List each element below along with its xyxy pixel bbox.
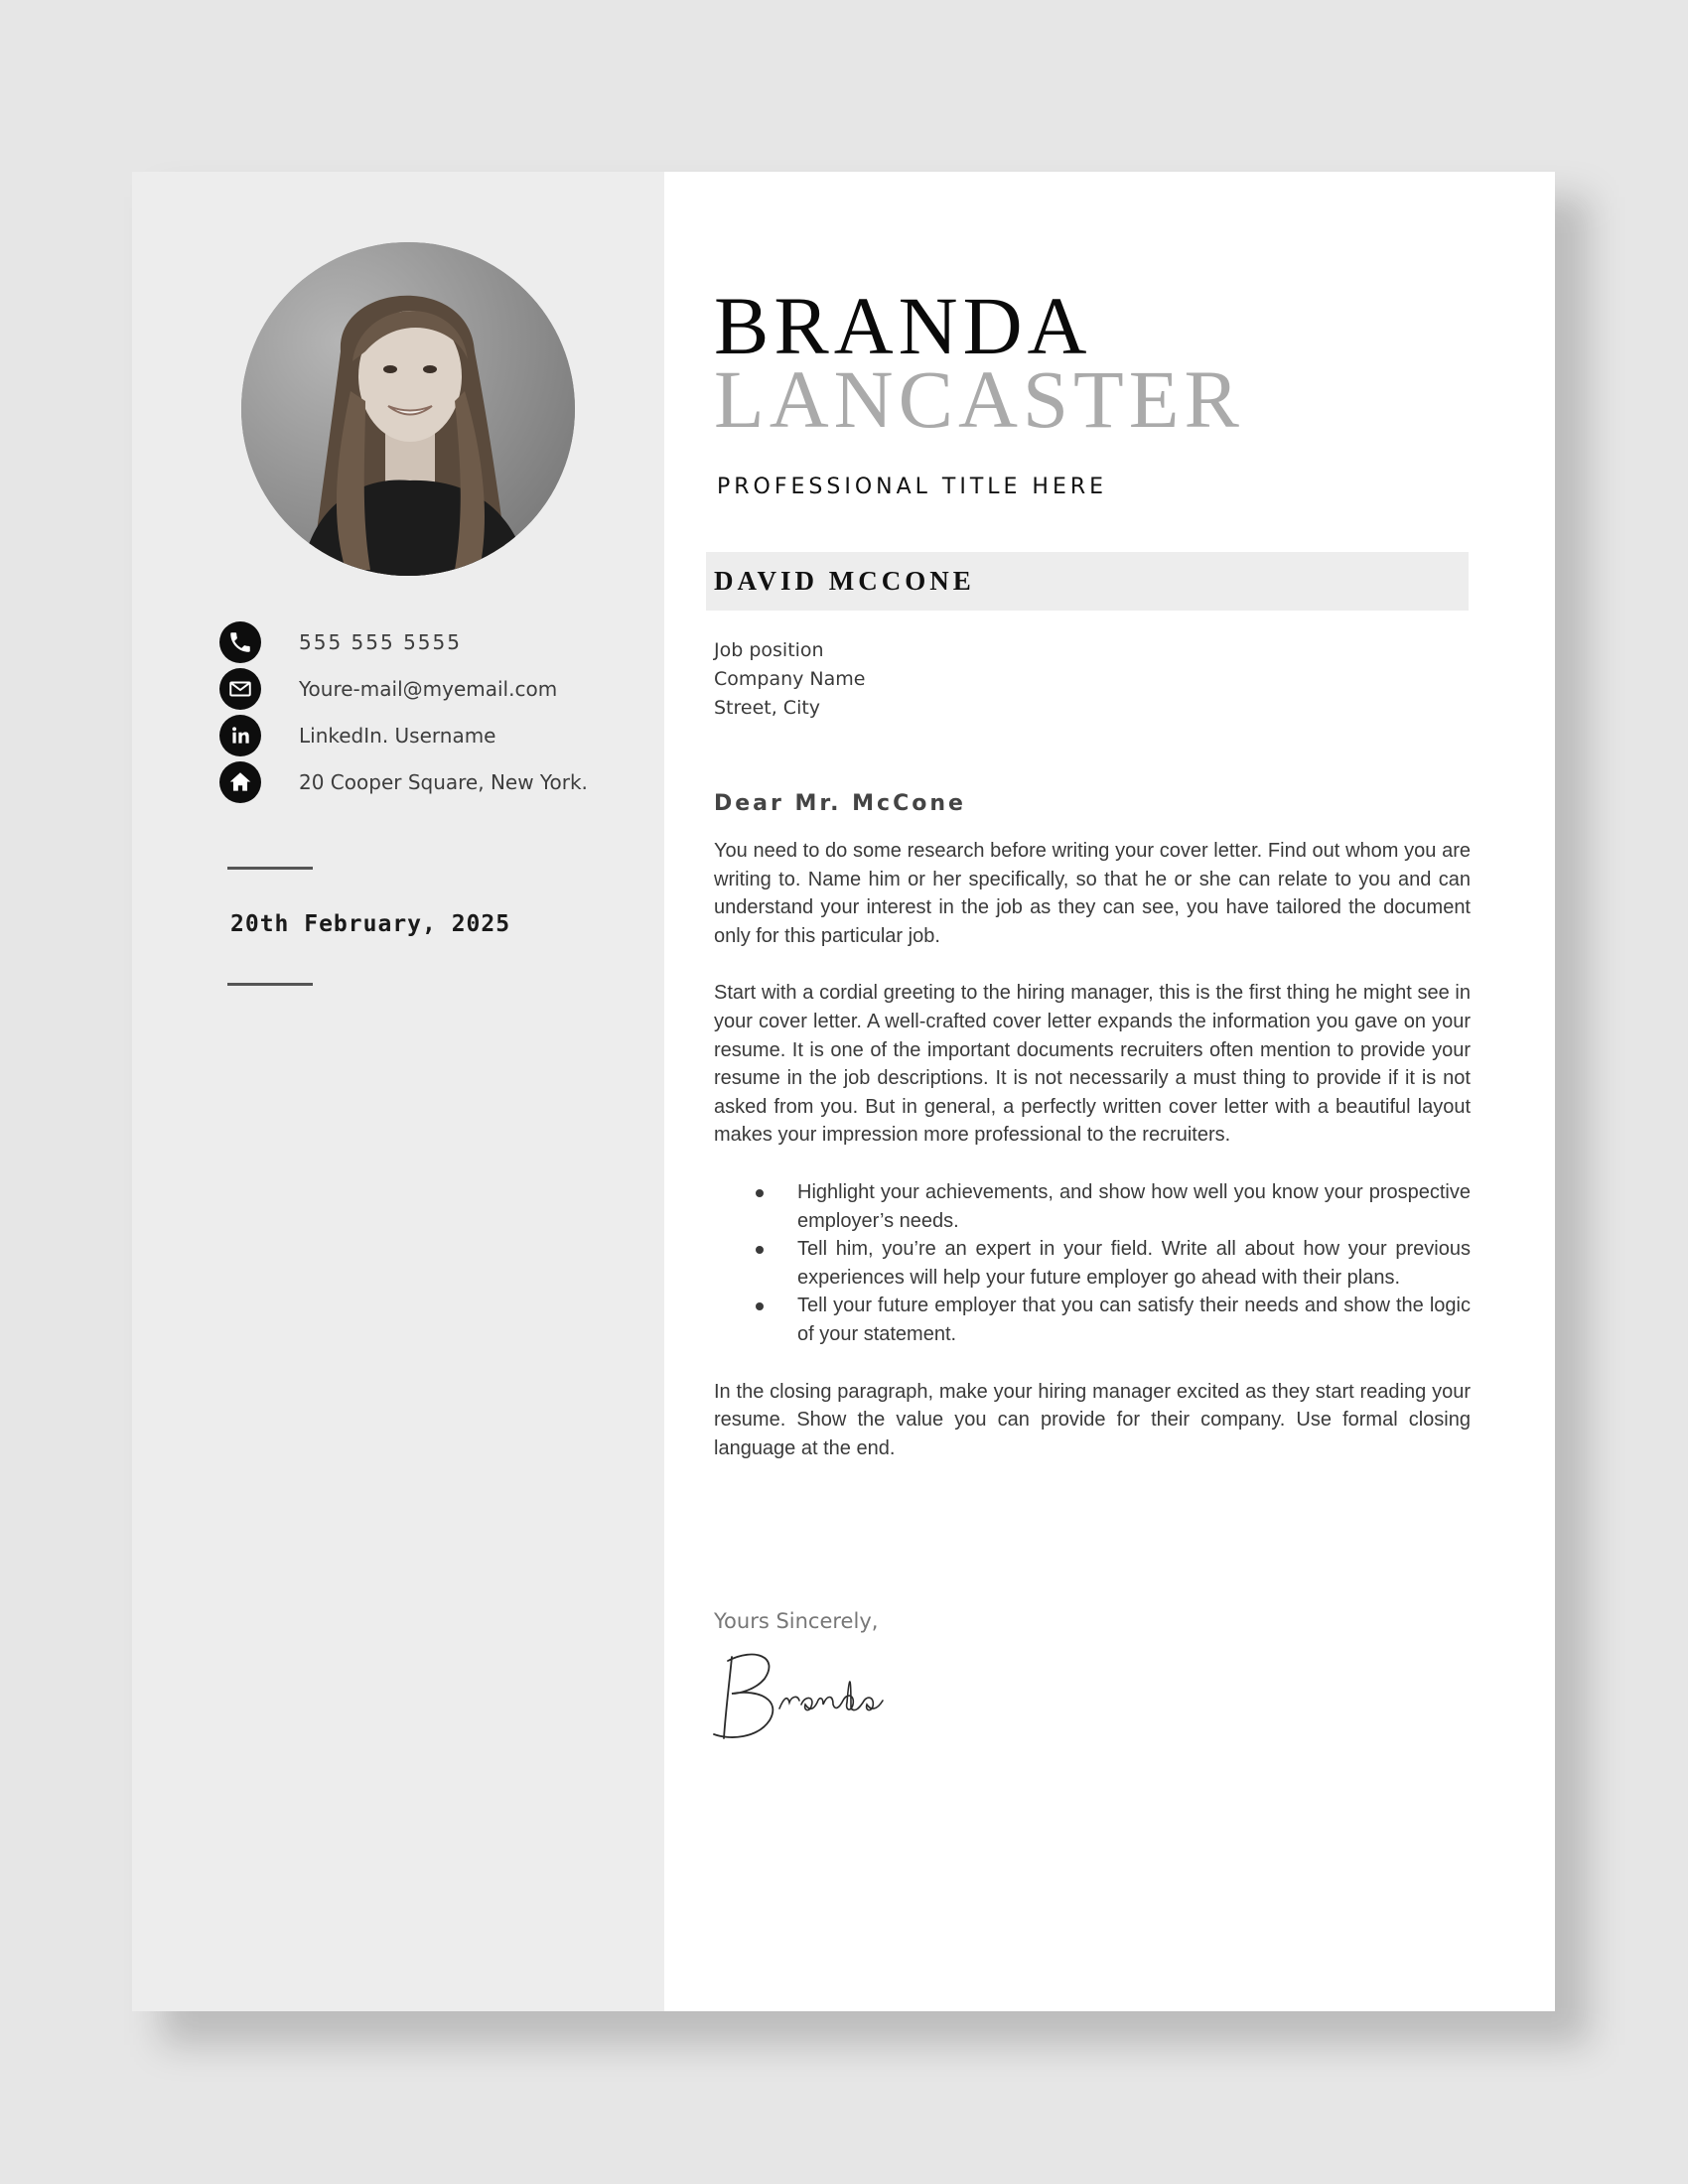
contact-list [219, 618, 656, 805]
salutation: Dear Mr. McCone [714, 791, 966, 816]
professional-title: PROFESSIONAL TITLE HERE [717, 475, 1108, 499]
paragraph-2: Start with a cordial greeting to the hiring manager, this is the first thing he might see in your cover letter. A well-crafted cover letter expands the information you gave on your resume. It is one of the important documents recruiters often mention to provide your resume in the job descriptions. It is not necessarily a must thing to provide if it is not asked from you. But in general, a perfectly written cover letter with a beautiful layout makes your impression more professional to the recruiters. [714, 982, 1471, 1147]
divider-top [227, 867, 313, 870]
contact-linkedin [219, 712, 656, 758]
signature [710, 1639, 909, 1748]
phone-icon [219, 621, 261, 663]
letter-body [664, 172, 1555, 2011]
recipient-company: Company Name [714, 668, 866, 690]
profile-photo [241, 242, 575, 576]
closing: Yours Sincerely, [714, 1609, 879, 1633]
recipient-details [714, 636, 865, 723]
contact-phone [219, 618, 656, 665]
paragraph-1: You need to do some research before writing your cover letter. Find out whom you are writing to. Name him or her specifically, so that he or she can relate to you and can understand your interest in the job as they can see, you have tailored the document only for this particular job. [714, 840, 1471, 947]
email-address: Youre-mail@myemail.com [299, 676, 558, 701]
bullet-item: Tell him, you’re an expert in your field. Write all about how your previous experiences will help your future employer go ahead with their plans. [797, 1235, 1471, 1292]
recipient-address: Street, City [714, 697, 821, 719]
contact-email [219, 665, 656, 712]
linkedin-username: LinkedIn. Username [299, 723, 496, 748]
recipient-bar [706, 552, 1469, 611]
cover-letter-page [132, 172, 1555, 2011]
recipient-position: Job position [714, 639, 824, 661]
paragraph-3: In the closing paragraph, make your hiring manager excited as they start reading your resume. Show the value you can provide for their company. Use formal closing language at the end. [714, 1380, 1471, 1459]
home-icon [219, 761, 261, 803]
letter-text [714, 837, 1471, 1491]
contact-address [219, 758, 656, 805]
letter-date: 20th February, 2025 [230, 911, 511, 937]
linkedin-icon [219, 715, 261, 756]
recipient-name: DAVID MCCONE [714, 566, 975, 596]
last-name: LANCASTER [714, 353, 1244, 445]
first-name: BRANDA [714, 280, 1092, 371]
mail-icon [219, 668, 261, 710]
divider-bottom [227, 983, 313, 986]
bullet-item: Highlight your achievements, and show how well you know your prospective employer’s needs. [797, 1178, 1471, 1235]
street-address: 20 Cooper Square, New York. [299, 769, 588, 794]
bullet-item: Tell your future employer that you can satisfy their needs and show the logic of your statement. [797, 1292, 1471, 1348]
phone-number: 555 555 5555 [299, 629, 462, 654]
bullet-list [714, 1178, 1471, 1349]
sidebar [132, 172, 664, 2011]
